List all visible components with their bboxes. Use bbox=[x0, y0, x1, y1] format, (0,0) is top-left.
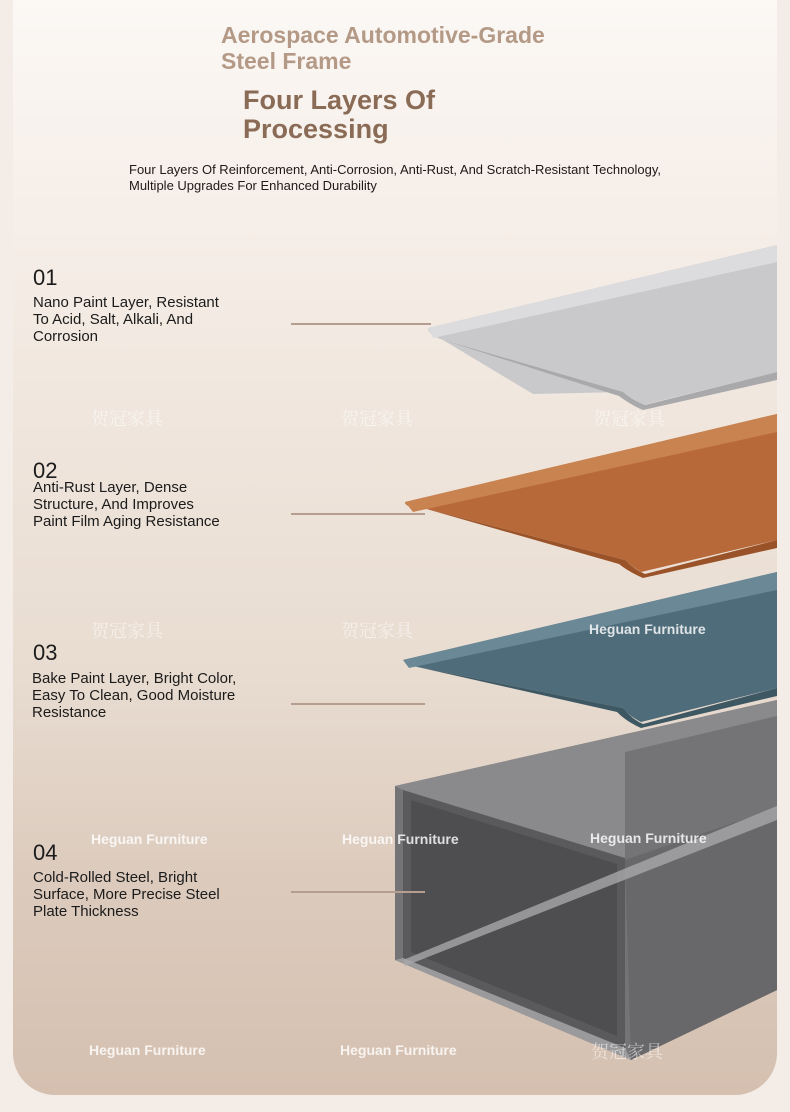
layer-description-03: Bake Paint Layer, Bright Color, Easy To Clean, Good Moisture Resistance bbox=[32, 670, 237, 721]
title-line-1: Aerospace Automotive-Grade bbox=[221, 22, 545, 48]
layer-number-02: 02 bbox=[33, 458, 58, 483]
headline-line-1: Four Layers Of bbox=[243, 85, 436, 115]
leader-line-01 bbox=[291, 323, 431, 325]
steel-layers-illustration bbox=[13, 0, 777, 1095]
layer-number-01: 01 bbox=[33, 265, 58, 290]
watermark-brand-cn: 贺冠家具 bbox=[91, 621, 163, 641]
watermark-brand-en: Heguan Furniture bbox=[590, 830, 707, 846]
watermark-brand-en: Heguan Furniture bbox=[342, 831, 459, 847]
watermark-brand-en: Heguan Furniture bbox=[589, 621, 706, 637]
watermark-brand-cn: 贺冠家具 bbox=[341, 621, 413, 641]
subtitle: Four Layers Of Reinforcement, Anti-Corrosion, Anti-Rust, And Scratch-Resistant Technology, Multiple Upgrades For Enhanced Durability bbox=[129, 162, 662, 193]
watermark-brand-en: Heguan Furniture bbox=[340, 1042, 457, 1058]
watermark-brand-cn: 贺冠家具 bbox=[591, 1042, 663, 1062]
title-line-2: Steel Frame bbox=[221, 48, 352, 74]
bake-paint-layer-shape bbox=[403, 572, 777, 728]
layer-description-04: Cold-Rolled Steel, Bright Surface, More Precise Steel Plate Thickness bbox=[33, 869, 220, 920]
watermark-brand-cn: 贺冠家具 bbox=[341, 409, 413, 429]
headline-line-2: Processing bbox=[243, 114, 389, 144]
watermark-brand-en: Heguan Furniture bbox=[91, 831, 208, 847]
anti-rust-layer-shape bbox=[405, 414, 777, 578]
layer-number-04: 04 bbox=[33, 840, 58, 865]
nano-paint-layer-shape bbox=[428, 245, 777, 410]
layer-description-01: Nano Paint Layer, Resistant To Acid, Salt, Alkali, And Corrosion bbox=[33, 294, 219, 345]
layer-number-03: 03 bbox=[33, 640, 58, 665]
content-card bbox=[13, 0, 777, 1095]
layer-description-02: Anti-Rust Layer, Dense Structure, And Improves Paint Film Aging Resistance bbox=[33, 479, 220, 530]
watermark-brand-cn: 贺冠家具 bbox=[91, 409, 163, 429]
watermark-brand-en: Heguan Furniture bbox=[89, 1042, 206, 1058]
leader-line-02 bbox=[291, 513, 425, 515]
leader-line-04 bbox=[291, 891, 425, 893]
watermark-brand-cn: 贺冠家具 bbox=[593, 409, 665, 429]
leader-line-03 bbox=[291, 703, 425, 705]
steel-tube-shape bbox=[395, 700, 777, 1060]
